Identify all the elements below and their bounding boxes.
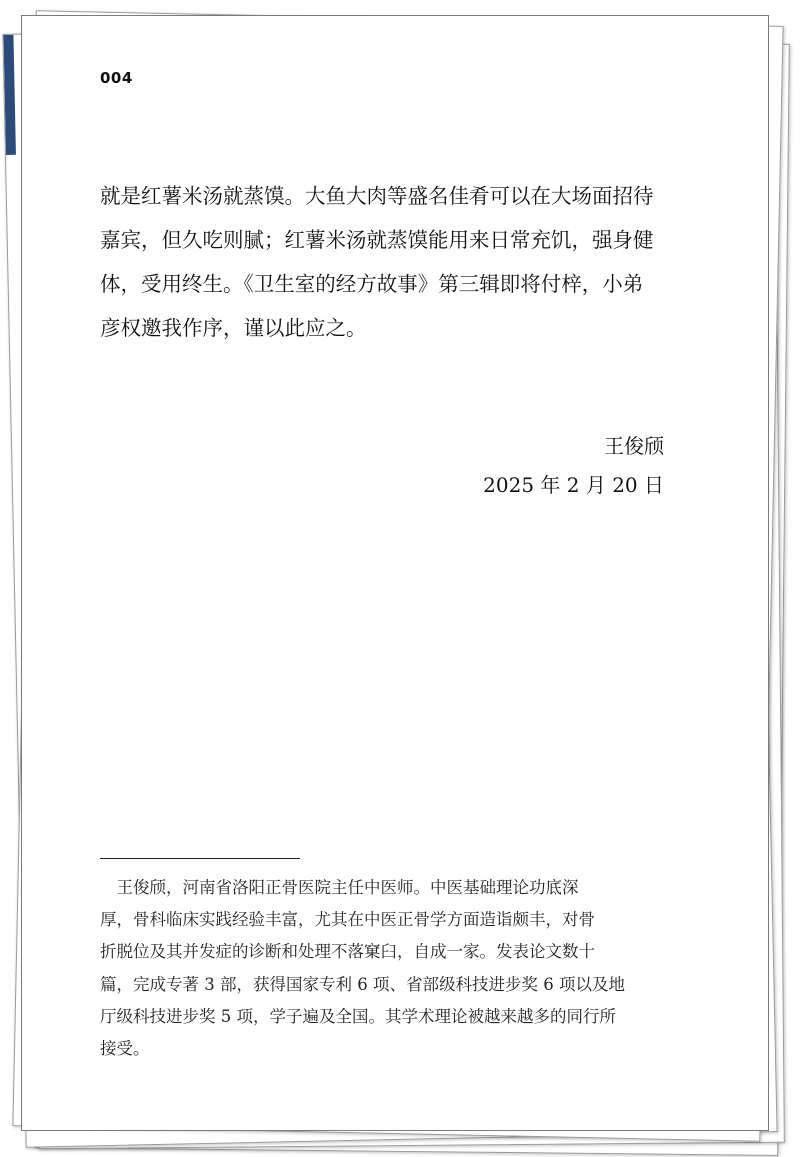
body-line: 就是红薯米汤就蒸馍。大鱼大肉等盛名佳肴可以在大场面招待 [100,184,654,208]
footnote [100,872,676,1065]
body-line: 体，受用终生。《卫生室的经方故事》第三辑即将付梓，小弟 [100,272,644,296]
footnote-line: 篇，完成专著 3 部，获得国家专利 6 项、省部级科技进步奖 6 项以及地 [100,974,625,994]
footnote-line: 折脱位及其并发症的诊断和处理不落窠臼，自成一家。发表论文数十 [100,942,595,962]
signature-date: 2025 年 2 月 20 日 [483,473,664,497]
body-line: 彦权邀我作序，谨以此应之。 [100,316,367,340]
body-line: 嘉宾，但久吃则腻；红薯米汤就蒸馍能用来日常充饥，强身健 [100,228,654,252]
page-number: 004 [100,69,133,87]
footnote-line: 接受。 [100,1039,150,1059]
blue-edge-stripe [3,35,16,155]
signature-author: 王俊颀 [604,434,664,458]
footnote-line: 厚，骨科临床实践经验丰富，尤其在中医正骨学方面造诣颇丰，对骨 [100,910,595,930]
footnote-line: 厅级科技进步奖 5 项，学子遍及全国。其学术理论被越来越多的同行所 [100,1006,616,1026]
document-page [21,15,769,1131]
body-paragraph [100,174,670,350]
signature-block [483,427,664,505]
footnote-line: 王俊颀，河南省洛阳正骨医院主任中医师。中医基础理论功底深 [100,878,579,897]
footnote-divider [100,858,300,859]
